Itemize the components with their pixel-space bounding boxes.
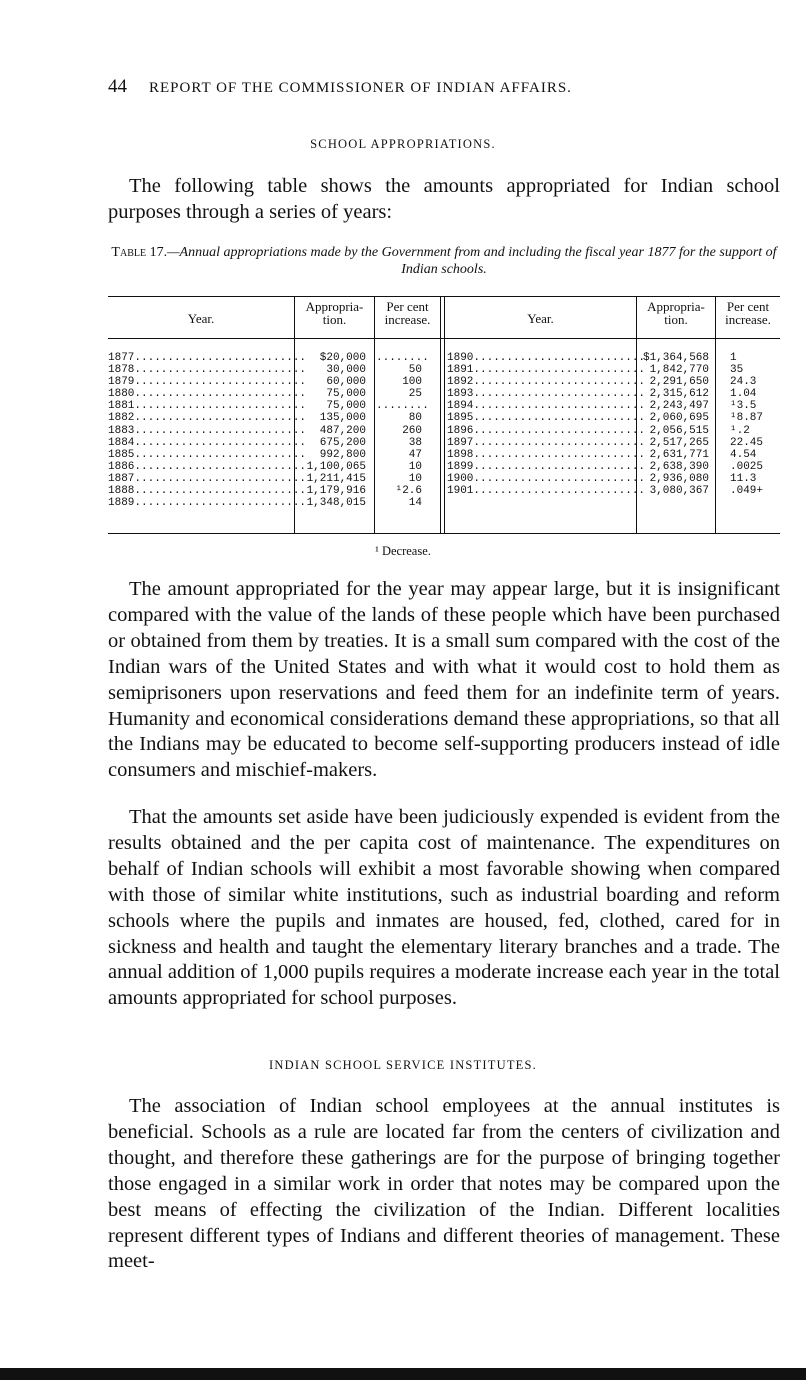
right-percent-cell: ¹3.5 [730, 400, 757, 413]
left-amount-cell: 75,000 [326, 400, 366, 413]
right-amount-column [638, 352, 709, 497]
right-amount-cell: $1,364,568 [642, 352, 709, 364]
left-year-cell: 1880.......................... [108, 388, 307, 401]
section-heading-institutes: INDIAN SCHOOL SERVICE INSTITUTES. [269, 1058, 537, 1072]
left-amount-cell: 30,000 [326, 364, 366, 377]
right-percent-cell: 35 [730, 364, 744, 377]
right-percent-column [730, 352, 780, 497]
table-caption-text: —Annual appropriations made by the Government from and including the fiscal year 1877 for the support of Indian schools. [167, 245, 777, 277]
left-percent-cell: 38 [408, 436, 422, 449]
left-year-cell: 1884.......................... [108, 436, 307, 449]
left-amount-cell: 675,200 [319, 436, 366, 449]
right-year-cell: 1901.......................... [447, 485, 646, 498]
right-amount-cell: 2,060,695 [649, 412, 709, 425]
header-year-right: Year. [527, 311, 554, 326]
appropriations-table [108, 296, 780, 534]
left-year-cell: 1878.......................... [108, 364, 307, 377]
left-amount-cell: $20,000 [319, 352, 366, 364]
institutes-paragraph: The association of Indian school employees at the annual institutes is beneficial. Schools as a rule are located far from the centers of civilization and thought, and therefore these gatherings are for the purpose of bringing together those engaged in a similar work in order that notes may be compared upon the best means of effecting the civilization of the Indian. Different localities represent different types of Indians and different theories of management. These meet- [108, 1095, 780, 1273]
right-percent-cell: ¹8.87 [730, 412, 764, 425]
right-percent-cell: .0025 [730, 460, 764, 473]
right-percent-cell: .049+ [730, 485, 764, 498]
right-year-cell: 1891.......................... [447, 364, 646, 377]
right-year-cell: 1892.......................... [447, 376, 646, 389]
right-year-cell: 1894.......................... [447, 400, 646, 413]
right-percent-cell: 4.54 [730, 448, 757, 461]
col-divider [374, 296, 375, 534]
left-amount-cell: 992,800 [319, 448, 366, 461]
page-bottom-border [0, 1368, 806, 1380]
left-year-cell: 1889.......................... [108, 497, 307, 510]
left-year-cell: 1882.......................... [108, 412, 307, 425]
left-year-cell: 1877.......................... [108, 352, 307, 364]
body-paragraph-1: The amount appropriated for the year may appear large, but it is insignificant compared with the value of the lands of these people which have been purchased or obtained from them by treaties. It is a small sum compared with the cost of the Indian wars of the United States and with what it would cost to hold them as semiprisoners upon reservations and feed them for an indefinite term of years. Humanity and economical considerations demand these appropriations, so that all the Indians may be educated to become self-supporting producers instead of idle consumers and mischief-makers. [108, 578, 780, 782]
left-amount-cell: 487,200 [319, 424, 366, 437]
right-amount-cell: 2,243,497 [649, 400, 709, 413]
left-percent-column [376, 352, 429, 510]
header-percent-right: Per cent increase. [725, 299, 771, 327]
left-percent-cell: 14 [408, 497, 422, 510]
section-heading-school-appropriations: SCHOOL APPROPRIATIONS. [310, 137, 496, 151]
right-amount-cell: 2,517,265 [649, 436, 709, 449]
right-percent-cell: 22.45 [730, 436, 764, 449]
left-amount-cell: 60,000 [326, 376, 366, 389]
right-year-cell: 1900.......................... [447, 472, 646, 485]
left-amount-column [296, 352, 366, 509]
left-year-cell: 1883.......................... [108, 424, 307, 437]
right-percent-cell: 1.04 [730, 388, 757, 401]
left-percent-cell: 47 [408, 448, 422, 461]
right-year-cell: 1896.......................... [447, 424, 646, 437]
left-year-column [108, 352, 307, 510]
left-amount-cell: 1,211,415 [306, 472, 366, 485]
left-percent-cell: 25 [408, 388, 422, 401]
right-percent-cell: 11.3 [730, 472, 757, 485]
page-number: 44 [108, 76, 127, 97]
right-percent-cell: 1 [730, 352, 737, 364]
right-amount-cell: 2,631,771 [649, 448, 709, 461]
left-percent-cell: 80 [408, 412, 422, 425]
table-caption [108, 244, 780, 278]
header-appropriation-left: Appropria- tion. [305, 299, 364, 327]
right-year-cell: 1893.......................... [447, 388, 646, 401]
right-amount-cell: 2,638,390 [649, 460, 709, 473]
right-percent-cell: ¹.2 [730, 424, 750, 437]
header-year-left: Year. [187, 311, 215, 326]
right-year-cell: 1890.......................... [447, 352, 646, 364]
right-amount-cell: 2,056,515 [649, 424, 709, 437]
left-percent-cell: 10 [408, 460, 422, 473]
right-amount-cell: 1,842,770 [649, 364, 709, 377]
left-year-cell: 1886.......................... [108, 460, 307, 473]
left-year-cell: 1888.......................... [108, 485, 307, 498]
left-percent-cell: 50 [408, 364, 422, 377]
intro-paragraph: The following table shows the amounts appropriated for Indian school purposes through a series of years: [108, 175, 780, 223]
right-percent-cell: 24.3 [730, 376, 757, 389]
right-year-cell: 1897.......................... [447, 436, 646, 449]
left-percent-cell: 260 [402, 424, 422, 437]
left-percent-cell: 100 [402, 376, 422, 389]
left-year-cell: 1887.......................... [108, 472, 307, 485]
right-year-cell: 1895.......................... [447, 412, 646, 425]
running-header [108, 76, 778, 98]
right-year-column [447, 352, 646, 498]
left-amount-cell: 1,100,065 [306, 460, 366, 473]
table-footnote: ¹ Decrease. [375, 544, 431, 558]
right-year-cell: 1898.......................... [447, 448, 646, 461]
header-appropriation-right: Appropria- tion. [647, 299, 705, 327]
right-amount-cell: 2,291,650 [649, 376, 709, 389]
col-divider [444, 296, 445, 534]
left-amount-cell: 135,000 [319, 412, 366, 425]
right-amount-cell: 2,936,080 [649, 472, 709, 485]
left-year-cell: 1881.......................... [108, 400, 307, 413]
header-percent-left: Per cent increase. [384, 299, 431, 327]
right-amount-cell: 2,315,612 [649, 388, 709, 401]
left-year-cell: 1879.......................... [108, 376, 307, 389]
left-percent-cell: ........ [376, 400, 429, 413]
col-divider [440, 296, 441, 534]
left-amount-cell: 1,348,015 [306, 497, 366, 510]
left-year-cell: 1885.......................... [108, 448, 307, 461]
right-amount-cell: 3,080,367 [649, 485, 709, 498]
left-amount-cell: 1,179,916 [306, 485, 366, 498]
left-percent-cell: 10 [408, 472, 422, 485]
left-amount-cell: 75,000 [326, 388, 366, 401]
right-year-cell: 1899.......................... [447, 460, 646, 473]
left-percent-cell: ........ [376, 352, 429, 364]
running-title: REPORT OF THE COMMISSIONER OF INDIAN AFFAIRS. [149, 80, 572, 96]
body-paragraph-2: That the amounts set aside have been judiciously expended is evident from the results obtained and the per capita cost of maintenance. The expenditures on behalf of Indian schools will exhibit a most favorable showing when compared with those of similar white institutions, such as industrial boarding and reform schools where the pupils and inmates are housed, fed, clothed, cared for in sickness and health and taught the elementary literary branches and a trade. The annual addition of 1,000 pupils requires a moderate increase each year in the total amounts appropriated for school purposes. [108, 806, 780, 1010]
table-label: Table 17. [111, 245, 168, 260]
left-percent-cell: ¹2.6 [395, 485, 422, 498]
col-divider [715, 296, 716, 534]
